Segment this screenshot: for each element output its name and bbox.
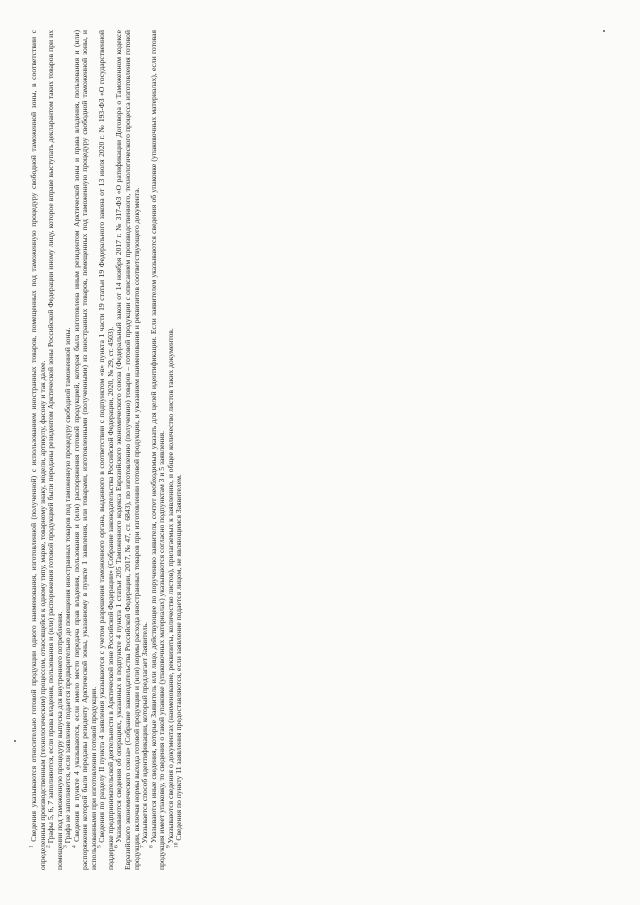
footnote-text: Сведения указываются относительно готовой продукции одного наименования, изготовленной (полученной) с использованием иностранных товаров, помещенных под таможенную процедуру свободной таможенной зоны, в соответствии с определенным производственным (технологическим) процессом, относящейся к одному типу, марке, товарному знаку, модели, артикулу, фасону и так далее. — [29, 30, 47, 870]
footnote-2 — [47, 30, 64, 870]
footnote-5 — [98, 30, 115, 870]
scan-speck — [603, 30, 605, 32]
footnote-marker: 5 — [96, 845, 103, 848]
footnote-10 — [175, 30, 184, 870]
footnote-text: Указываются сведения о документах (наименование, реквизиты, количество листов), прилагаемых к заявлению, и общее количество листов таких документов. — [165, 328, 175, 844]
scan-speck — [14, 740, 16, 742]
footnote-marker: 8 — [148, 845, 155, 848]
footnote-marker: 3 — [62, 845, 69, 848]
footnote-6 — [115, 30, 141, 870]
footnote-text: Графа не заполняется, если заявление подается предварительно до помещения иностранных товаров под таможенную процедуру свободной таможенной зоны. — [63, 327, 73, 844]
footnote-marker: 6 — [113, 845, 120, 848]
footnote-marker: 1 — [28, 845, 35, 848]
rotated-page-content — [30, 30, 300, 870]
footnote-marker: 10 — [173, 842, 180, 848]
footnote-text: Сведения в пункте 4 указываются, если имело место передача прав владения, пользования и (или) распоряжения готовой продукцией, которая была изготовлена иным резидентом Арктической зоны и права владения, пользования и (или) распоряжения которой были переданы резиденту Арктической зоны, указанному в пункте 1 заявления, или товарами, изготовленными (полученными) из иностранных товаров, помещенных под таможенную процедуру свободной таможенной зоны, и использованными при изготовлении готовой продукции. — [71, 30, 98, 870]
footnote-text: Указывается способ идентификации, который предлагает Заявитель. — [140, 621, 150, 844]
footnote-marker: 4 — [71, 845, 78, 848]
footnote-8 — [150, 30, 167, 870]
footnote-text: Графы 5, 6, 7 заполняются, если права владения, пользования и (или) распоряжения готовой продукцией были переданы резидентом Арктической зоны Российской Федерации иному лицу, которое вправе выступать декларантом таких товаров при их помещении под таможенную процедуру выпуска для внутреннего потребления. — [46, 30, 64, 870]
footnote-text: Указываются сведения об операциях, указанных в подпункте 4 пункта 1 статьи 205 Таможенного кодекса Евразийского экономического союза (Федеральный закон от 14 ноября 2017 г. № 317-ФЗ «О ратификации Договора о Таможенном кодексе Евразийского экономического союза» (Собрание законодательства Российской Федерации, 2017, № 47, ст. 6843), по изготовлению (получению) товаров – готовой продукции с описанием производственного, технологического процесса изготовления готовой продукции, включая нормы выхода готовой продукции и (или) нормы расхода иностранных товаров при изготовлении готовой продукции, и указанием наименования и реквизитов соответствующего документа. — [114, 30, 141, 870]
footnote-marker: 7 — [139, 845, 146, 848]
footnote-text: Сведения по пункту 11 заявления предоставляются, если заявление подается лицом, не являющимся Заявителем. — [174, 474, 184, 841]
footnote-marker: 2 — [45, 845, 52, 848]
footnote-4 — [73, 30, 99, 870]
footnote-marker: 9 — [165, 845, 172, 848]
footnote-1 — [30, 30, 47, 870]
footnote-text: Сведения по разделу II пункта 4 заявления указываются с учетом разрешения таможенного органа, выданного в соответствии с подпунктом «в» пункта 1 части 19 статьи 19 Федерального закона от 13 июля 2020 г. № 193-ФЗ «О государственной поддержке предпринимательской деятельности в Арктической зоне Российской Федерации» (Собрание законодательства Российской Федерации, 2020, № 29, ст. 4503). — [97, 30, 115, 870]
footnotes — [30, 30, 184, 870]
footnote-text: Указываются иные сведения, которые Заявитель или лицо, действующее по поручению заявителя, сочтет необходимым указать для целей идентификации. Если заявителем указываются сведения об упаковке (упаковочных материалах), если готовая продукция имеет упаковку, то сведения о такой упаковке (упаковочных материалах) указываются согласно подпунктам 3 и 5 заявления. — [148, 30, 167, 870]
